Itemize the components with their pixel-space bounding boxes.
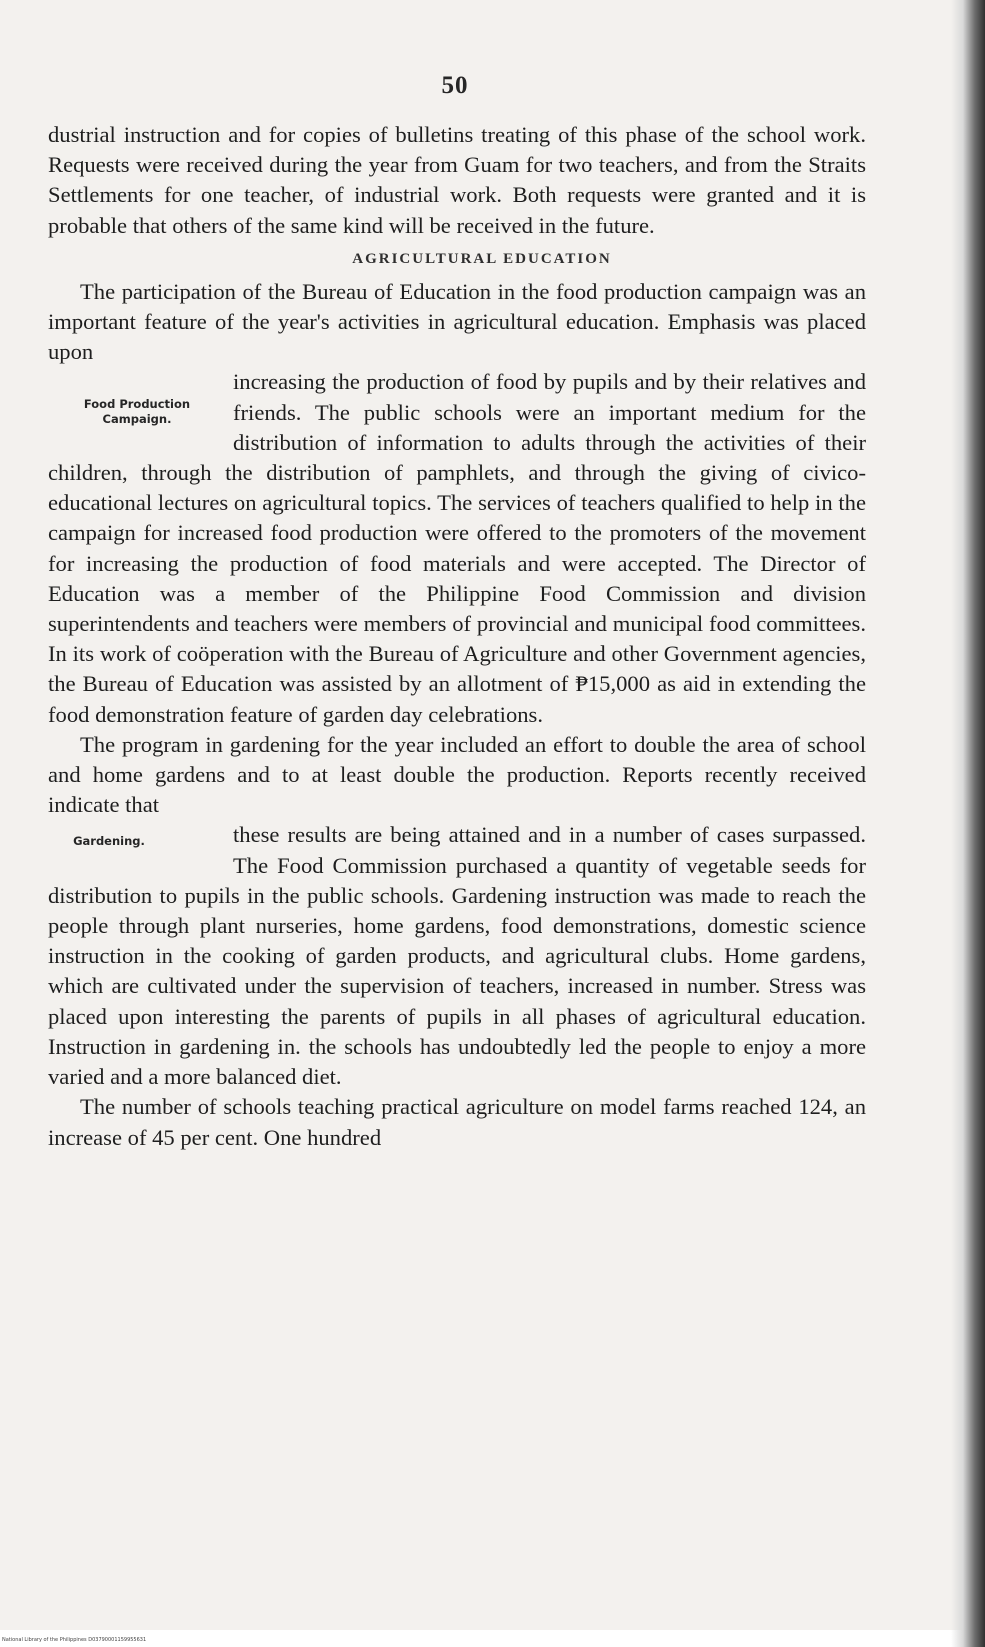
section-heading: AGRICULTURAL EDUCATION: [352, 250, 612, 267]
sidenote-gardening-label: Gardening.: [73, 834, 145, 849]
sidenote-food-production: [48, 367, 223, 455]
sidenote-food-production-label: Food Production Campaign.: [83, 397, 191, 427]
sidenote-gardening: [48, 820, 223, 878]
paragraph-gardening-lead: The program in gardening for the year included an effort to double the area of school and home gardens and to at least double the production. Reports recently received indicate that: [48, 731, 866, 818]
body-text: [48, 120, 866, 1153]
footer-credit: National Library of the Philippines D03790001159955631: [2, 1637, 147, 1643]
paragraph-industrial-continuation: dustrial instruction and for copies of bulletins treating of this phase of the school work. Requests were received during the year from Guam for two teachers, and from the Straits Settlements for one teacher, of industrial work. Both requests were granted and it is probable that others of the same kind will be received in the future.: [48, 122, 866, 238]
binding-shadow: [951, 0, 985, 1647]
paragraph-food-production-lead: The participation of the Bureau of Education in the food production campaign was an important feature of the year's activities in agricultural education. Emphasis was placed upon: [48, 278, 866, 365]
paragraph-gardening-body: these results are being attained and in a number of cases surpassed. The Food Commission purchased a quantity of vegetable seeds for distribution to pupils in the public schools. Gardening instruction was made to reach the people through plant nurseries, home gardens, food demonstrations, domestic science instruction in the cooking of garden products, and agricultural clubs. Home gardens, which are cultivated under the supervision of teachers, increased in number. Stress was placed upon interesting the parents of pupils in all phases of agricultural education. Instruction in gardening in. the schools has undoubtedly led the people to enjoy a more varied and a more balanced diet.: [48, 822, 866, 1090]
paragraph-food-production-body: increasing the production of food by pupils and by their relatives and friends. The public schools were an important medium for the distribution of information to adults through the activities of their children, through the distribution of pamphlets, and through the giving of civico-educational lectures on agricultural topics. The services of teachers qualified to help in the campaign for increased food production were offered to the promoters of the movement for increasing the production of food materials and were accepted. The Director of Education was a member of the Philippine Food Commission and division superintendents and teachers were members of provincial and municipal food committees. In its work of coöperation with the Bureau of Agriculture and other Government agencies, the Bureau of Education was assisted by an allotment of ₱15,000 as aid in extending the food demonstration feature of garden day celebrations.: [48, 369, 866, 727]
paragraph-model-farms: The number of schools teaching practical agriculture on model farms reached 124, an increase of 45 per cent. One hundred: [48, 1094, 866, 1150]
page-number: 50: [441, 72, 469, 99]
